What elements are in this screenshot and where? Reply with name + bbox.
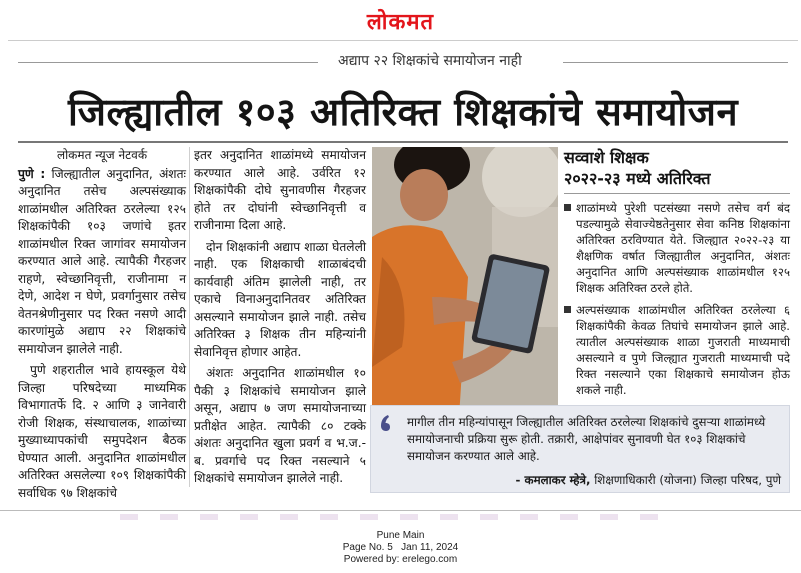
imprint-page-date xyxy=(0,542,801,554)
imprint-powered-by: Powered by: erelego.com xyxy=(343,554,458,565)
kicker-row xyxy=(18,51,788,73)
sidebar-box xyxy=(564,147,790,404)
square-bullet-icon xyxy=(564,306,571,313)
kicker: अद्याप २२ शिक्षकांचे समायोजन नाही xyxy=(338,53,522,69)
headline: जिल्ह्यातील १०३ अतिरिक्त शिक्षकांचे समायोजन xyxy=(67,90,739,134)
quote-box xyxy=(370,405,790,493)
quote-text: मागील तीन महिन्यांपासून जिल्ह्यातील अतिरिक्त ठरलेल्या शिक्षकांचे दुसऱ्या शाळांमध्ये समायोजनाची प्रक्रिया सुरू होती. तक्रारी, आक्षेपांवर सुनावणी घेत १०३ शिक्षकांचे समायोजन करण्यात आले आहे. xyxy=(407,415,766,463)
article-column-1 xyxy=(18,147,186,506)
paragraph xyxy=(18,166,186,359)
quote-author-role: शिक्षणाधिकारी (योजना) जिल्हा परिषद, पुणे xyxy=(590,473,781,487)
column-divider xyxy=(189,147,190,487)
newspaper-logo: लोकमत xyxy=(366,9,435,35)
article-clipping xyxy=(8,40,798,516)
imprint-page: Page No. 5 xyxy=(342,542,393,553)
quote-attribution xyxy=(516,472,781,488)
sidebar-rule xyxy=(564,193,790,194)
sidebar-item xyxy=(564,302,790,398)
paragraph-text: जिल्ह्यातील अनुदानित, अंशतः अनुदानित तसेच अल्पसंख्याक शाळांमधील अतिरिक्त ठरलेल्या १२५ शिक्षकांपैकी १०३ जणांचे इतर शाळांमधील रिक्त जागांवर समायोजन करण्यात आले आहे. त्यापैकी गैरहजर राहणे, स्वेच्छानिवृत्ती, राजीनामा न देणे, आदेश न घेणे, प्रवर्गानुसार तसेच वेतनश्रेणीनुसार पद रिक्त नसणे आदी कारणांमुळे अद्याप २२ शिक्षकांचे समायोजन झालेले नाही. xyxy=(18,166,186,356)
dateline: पुणे : xyxy=(18,166,46,181)
paragraph: पुणे शहरातील भावे हायस्कूल येथे जिल्हा परिषदेच्या माध्यमिक विभागातर्फे दि. २ आणि ३ जानेवारी रोजी शिक्षक, संस्थाचालक, शाळांच्या मुख्याध्यापकांची समुपदेशन बैठक घेण्यात आली. अनुदानित शाळांमधील अतिरिक्त असलेल्या १०९ शिक्षकांपैकी सर्वाधिक ९७ शिक्षकांचे xyxy=(18,363,186,500)
square-bullet-icon xyxy=(564,204,571,211)
paragraph: इतर अनुदानित शाळांमध्ये समायोजन करण्यात आले आहे. उर्वरित १२ शिक्षकांपैकी दोघे सुनावणीस गैरहजर होते तर दोघांनी स्वेच्छानिवृत्ती व राजीनामा दिला आहे. xyxy=(194,148,366,232)
sidebar-item-text: शाळांमध्ये पुरेशी पटसंख्या नसणे तसेच वर्ग बंद पडल्यामुळे सेवाज्येष्ठतेनुसार सेवा कनिष्ठ शिक्षकांना अतिरिक्त ठरविण्यात येते. जिल्ह्यात २०२२-२३ या शैक्षणिक वर्षात जिल्ह्यातील अनुदानित, अंशतः अनुदानित आणि अल्पसंख्याक शाळांमधील १२५ शिक्षक अतिरिक्त ठरले होते. xyxy=(576,201,790,295)
footer-rule xyxy=(0,510,801,511)
sidebar-item xyxy=(564,200,790,296)
quote-author-name: - कमलाकर म्हेत्रे, xyxy=(515,473,591,487)
photo-teacher-with-tablet xyxy=(372,147,558,433)
byline: लोकमत न्यूज नेटवर्क xyxy=(56,148,148,162)
footer-band xyxy=(0,508,801,522)
article-photo xyxy=(372,147,558,433)
article-column-2 xyxy=(194,147,366,492)
headline-rule xyxy=(18,141,788,143)
sidebar-title-line: सव्वाशे शिक्षक xyxy=(564,148,649,167)
masthead xyxy=(0,0,801,40)
imprint xyxy=(0,530,801,566)
paragraph: अंशतः अनुदानित शाळांमधील १० पैकी ३ शिक्षकांचे समायोजन झाले असून, अद्याप ७ जण समायोजनाच्या प्रतीक्षेत आहेत. त्यापैकी ८० टक्के अंशतः अनुदानित खुला प्रवर्ग व भ.ज.-ब. प्रवर्गाचे पद रिक्त नसल्याने ५ शिक्षकांचे समायोजन झालेले नाही. xyxy=(194,366,366,485)
kicker-rule-right xyxy=(563,62,788,63)
sidebar-title xyxy=(564,147,790,189)
paragraph: दोन शिक्षकांनी अद्याप शाळा घेतलेली नाही. एक शिक्षकाची शाळाबंदची कार्यवाही अंतिम झालेली नाही, तर एकाचे विनाअनुदानितवर अतिरिक्त असल्याने समायोजन झाले नाही. तसेच अतिरिक्त ३ शिक्षक तीन महिन्यांनी सेवानिवृत्त होणार आहेत. xyxy=(194,239,366,359)
imprint-date: Jan 11, 2024 xyxy=(401,542,459,553)
sidebar-item-text: अल्पसंख्याक शाळांमधील अतिरिक्त ठरलेल्या ६ शिक्षकांपैकी केवळ तिघांचे समायोजन झाले आहे. त्यातील अल्पसंख्याक शाळा गुजराती माध्यमाची असल्याने व पुणे जिल्ह्यात गुजराती माध्यमाची पदे रिक्त नसल्याने एका शिक्षकाचे समायोजन होऊ शकले नाही. xyxy=(576,303,790,397)
sidebar-title-line: २०२२-२३ मध्ये अतिरिक्त xyxy=(564,169,711,188)
kicker-rule-left xyxy=(18,62,318,63)
footer-pattern xyxy=(120,514,680,520)
quote-mark-icon xyxy=(379,412,401,434)
imprint-edition: Pune Main xyxy=(376,530,425,541)
